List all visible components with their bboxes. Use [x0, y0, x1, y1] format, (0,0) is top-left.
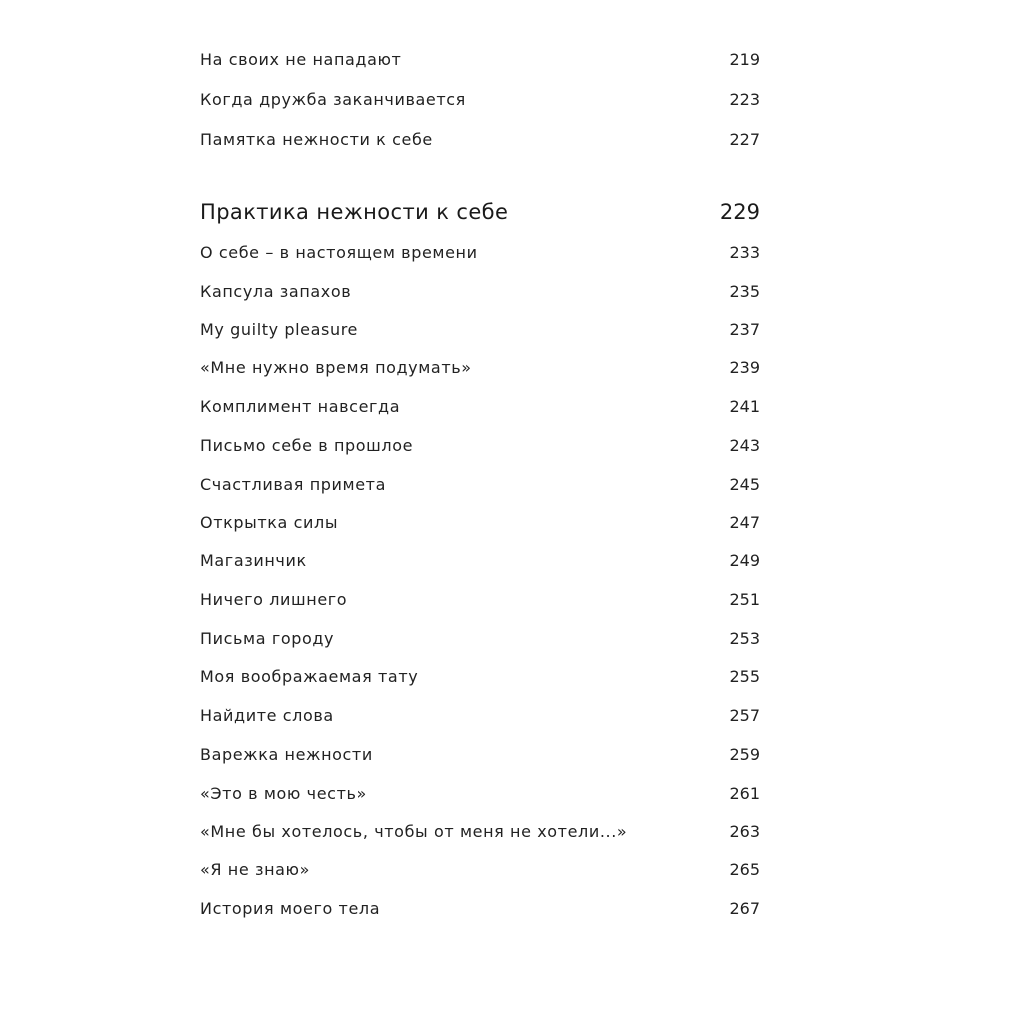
toc-entry — [200, 513, 760, 532]
toc-entry — [200, 860, 760, 879]
toc-entry-title: Счастливая примета — [200, 475, 386, 494]
toc-entry-page: 233 — [729, 243, 760, 262]
toc-entry — [200, 397, 760, 416]
toc-entry-page: 243 — [729, 436, 760, 455]
toc-entry-title: Письма городу — [200, 629, 335, 648]
toc-entry — [200, 745, 760, 764]
toc-entry-page: 239 — [729, 358, 760, 377]
toc-entry-page: 267 — [729, 899, 760, 918]
toc-section-title: Практика нежности к себе — [200, 200, 509, 224]
toc-entry — [200, 706, 760, 725]
toc-entry-title: Открытка силы — [200, 513, 339, 532]
toc-section-heading — [200, 200, 760, 224]
toc-entry-page: 235 — [729, 282, 760, 301]
toc-entry — [200, 436, 760, 455]
toc-entry — [200, 475, 760, 494]
toc-entry-page: 237 — [729, 320, 760, 339]
toc-entry-page: 241 — [729, 397, 760, 416]
toc-entry — [200, 899, 760, 918]
toc-entry-title: «Я не знаю» — [200, 860, 311, 879]
toc-entry — [200, 243, 760, 262]
toc-entry — [200, 590, 760, 609]
toc-entry-page: 255 — [729, 667, 760, 686]
toc-entry-page: 259 — [729, 745, 760, 764]
toc-entry-page: 245 — [729, 475, 760, 494]
toc-entry-page: 251 — [729, 590, 760, 609]
toc-entry — [200, 822, 760, 841]
toc-entry-page: 253 — [729, 629, 760, 648]
toc-entry-page: 263 — [729, 822, 760, 841]
toc-entry — [200, 130, 760, 149]
toc-entry-title: «Это в мою честь» — [200, 784, 367, 803]
toc-entry-title: Письмо себе в прошлое — [200, 436, 414, 455]
toc-entry-title: Моя воображаемая тату — [200, 667, 419, 686]
toc-entry-page: 223 — [729, 90, 760, 109]
toc-entry — [200, 50, 760, 69]
toc-entry-page: 219 — [729, 50, 760, 69]
toc-entry-title: О себе – в настоящем времени — [200, 243, 478, 262]
toc-entry-title: «Мне нужно время подумать» — [200, 358, 472, 377]
toc-entry — [200, 784, 760, 803]
toc-entry-page: 257 — [729, 706, 760, 725]
toc-entry-page: 261 — [729, 784, 760, 803]
toc-entry-title: Когда дружба заканчивается — [200, 90, 466, 109]
toc-entry-page: 249 — [729, 551, 760, 570]
toc-entry-title: Найдите слова — [200, 706, 334, 725]
toc-entry-title: На своих не нападают — [200, 50, 402, 69]
toc-entry-title: Магазинчик — [200, 551, 307, 570]
toc-entry-title: My guilty pleasure — [200, 320, 358, 339]
toc-entry-title: Ничего лишнего — [200, 590, 348, 609]
toc-entry-page: 247 — [729, 513, 760, 532]
toc-entry-title: Капсула запахов — [200, 282, 352, 301]
toc-entry — [200, 90, 760, 109]
toc-entry — [200, 667, 760, 686]
toc-entry — [200, 551, 760, 570]
toc-entry — [200, 358, 760, 377]
toc-entry — [200, 282, 760, 301]
toc-section-page: 229 — [719, 200, 760, 224]
toc-entry — [200, 629, 760, 648]
toc-entry — [200, 320, 760, 339]
toc-entry-title: Комплимент навсегда — [200, 397, 401, 416]
toc-entry-title: История моего тела — [200, 899, 381, 918]
toc-entry-title: Варежка нежности — [200, 745, 373, 764]
toc-entry-page: 265 — [729, 860, 760, 879]
toc-entry-title: Памятка нежности к себе — [200, 130, 433, 149]
toc-entry-title: «Мне бы хотелось, чтобы от меня не хотели...» — [200, 822, 628, 841]
toc-entry-page: 227 — [729, 130, 760, 149]
